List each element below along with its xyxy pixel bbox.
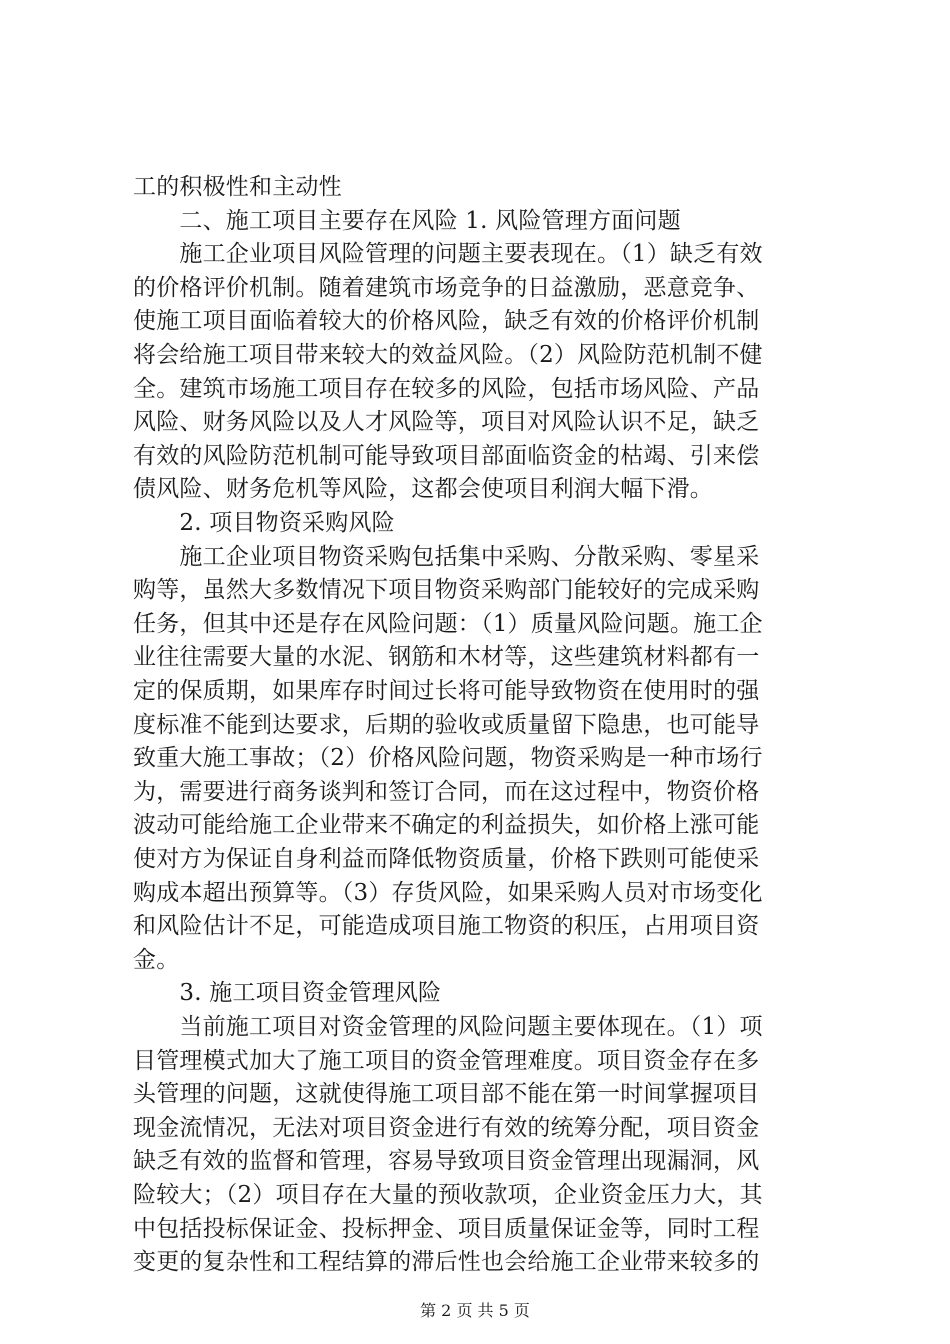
page-number-footer: 第 2 页 共 5 页 — [420, 1301, 530, 1320]
text-line: 有效的风险防范机制可能导致项目部面临资金的枯竭、引来偿 — [133, 442, 760, 469]
text-line: 波动可能给施工企业带来不确定的利益损失，如价格上涨可能 — [133, 812, 760, 839]
text-line: 现金流情况，无法对项目资金进行有效的统筹分配，项目资金 — [133, 1114, 760, 1141]
text-line: 风险、财务风险以及人才风险等，项目对风险认识不足，缺乏 — [133, 409, 760, 436]
section-heading: 二、施工项目主要存在风险 1. 风险管理方面问题 — [133, 207, 681, 234]
text-line: 债风险、财务危机等风险，这都会使项目利润大幅下滑。 — [133, 476, 713, 503]
section-heading: 3. 施工项目资金管理风险 — [133, 980, 442, 1007]
text-line: 金。 — [133, 946, 180, 973]
text-line: 险较大；（2）项目存在大量的预收款项，企业资金压力大，其 — [133, 1182, 763, 1208]
text-line: 将会给施工项目带来较大的效益风险。（2）风险防范机制不健 — [133, 342, 763, 368]
text-line: 全。建筑市场施工项目存在较多的风险，包括市场风险、产品 — [133, 375, 760, 402]
text-line: 购成本超出预算等。（3）存货风险，如果采购人员对市场变化 — [133, 879, 763, 906]
text-line: 施工企业项目风险管理的问题主要表现在。（1）缺乏有效 — [133, 241, 763, 268]
text-line: 任务，但其中还是存在风险问题：（1）质量风险问题。施工企 — [133, 610, 763, 637]
text-line: 为，需要进行商务谈判和签订合同，而在这过程中，物资价格 — [133, 778, 760, 805]
text-line: 致重大施工事故；（2）价格风险问题，物资采购是一种市场行 — [133, 745, 763, 772]
text-line: 使施工项目面临着较大的价格风险，缺乏有效的价格评价机制 — [133, 308, 760, 335]
text-line: 缺乏有效的监督和管理，容易导致项目资金管理出现漏洞，风 — [133, 1148, 760, 1175]
text-line: 购等，虽然大多数情况下项目物资采购部门能较好的完成采购 — [133, 577, 760, 604]
text-line: 的价格评价机制。随着建筑市场竞争的日益激励，恶意竞争、 — [133, 274, 760, 301]
text-line: 使对方为保证自身利益而降低物资质量，价格下跌则可能使采 — [133, 846, 760, 872]
text-line: 变更的复杂性和工程结算的滞后性也会给施工企业带来较多的 — [133, 1249, 760, 1276]
text-line: 定的保质期，如果库存时间过长将可能导致物资在使用时的强 — [133, 678, 760, 704]
text-line: 和风险估计不足，可能造成项目施工物资的积压，占用项目资 — [133, 913, 760, 940]
text-line: 目管理模式加大了施工项目的资金管理难度。项目资金存在多 — [133, 1047, 760, 1074]
text-line: 工的积极性和主动性 — [133, 174, 342, 200]
text-line: 业往往需要大量的水泥、钢筋和木材等，这些建筑材料都有一 — [133, 644, 760, 671]
text-line: 中包括投标保证金、投标押金、项目质量保证金等，同时工程 — [133, 1215, 760, 1242]
text-line: 度标准不能到达要求，后期的验收或质量留下隐患，也可能导 — [133, 711, 760, 738]
text-line: 施工企业项目物资采购包括集中采购、分散采购、零星采 — [133, 543, 760, 570]
text-line: 头管理的问题，这就使得施工项目部不能在第一时间掌握项目 — [133, 1081, 760, 1108]
text-line: 当前施工项目对资金管理的风险问题主要体现在。（1）项 — [133, 1014, 763, 1040]
section-heading: 2. 项目物资采购风险 — [133, 510, 395, 536]
